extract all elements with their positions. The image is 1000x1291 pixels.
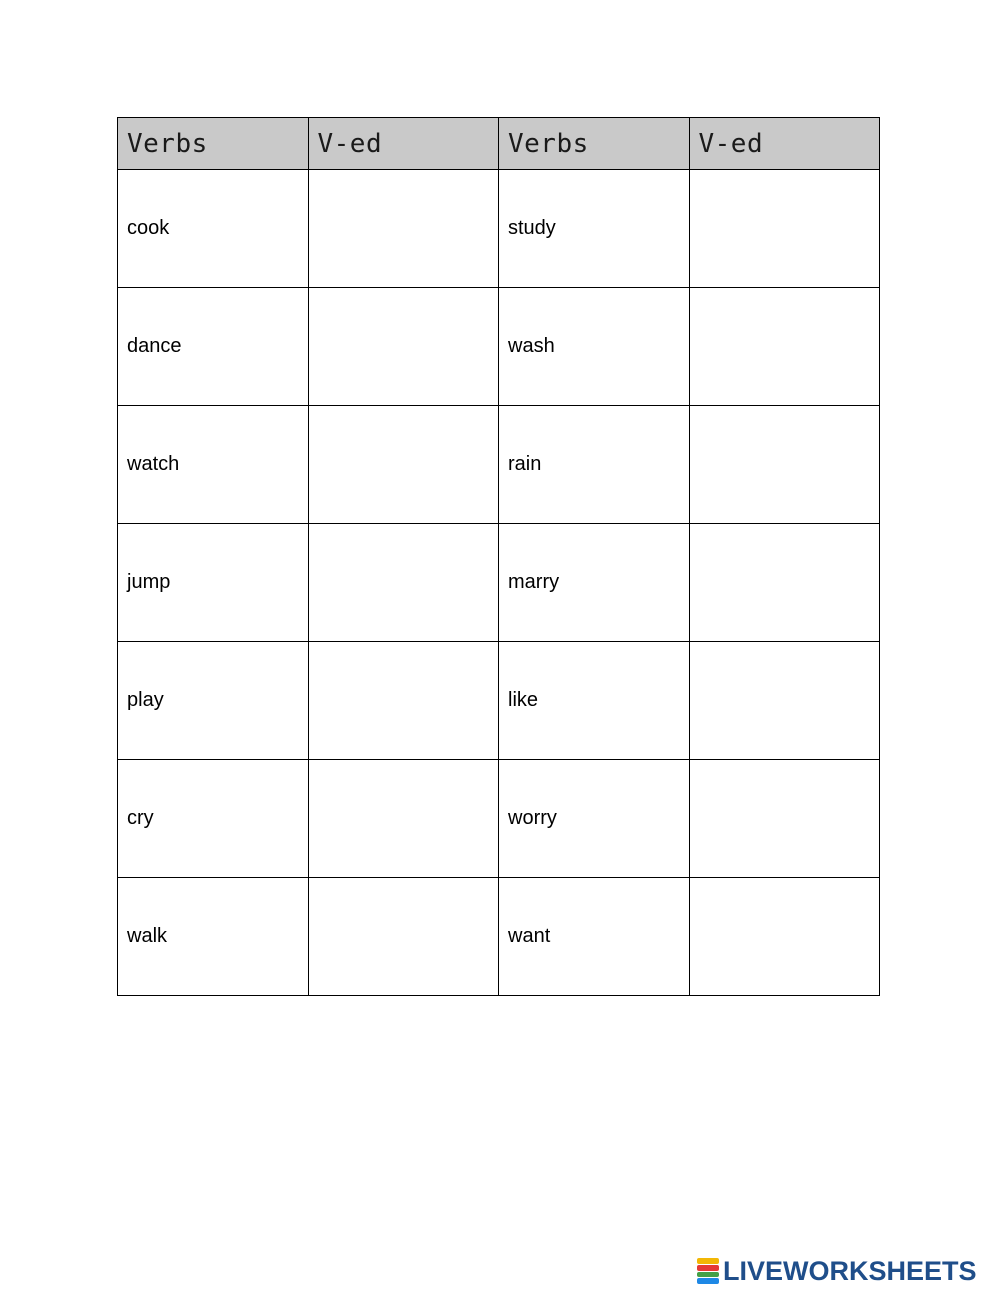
liveworksheets-brand [697,1256,977,1286]
header-verbs-1: Verbs [118,118,309,170]
verb-cell: dance [118,288,309,406]
verb-cell: play [118,642,309,760]
answer-cell[interactable] [308,288,499,406]
verb-cell: cook [118,170,309,288]
table-row [118,406,880,524]
answer-cell[interactable] [308,760,499,878]
verb-cell: rain [499,406,690,524]
answer-cell[interactable] [308,170,499,288]
answer-cell[interactable] [308,524,499,642]
table-row [118,288,880,406]
verb-cell: wash [499,288,690,406]
header-ved-2: V-ed [689,118,880,170]
header-ved-1: V-ed [308,118,499,170]
verb-cell: study [499,170,690,288]
answer-cell[interactable] [689,406,880,524]
table-row [118,642,880,760]
table-row [118,760,880,878]
verb-cell: walk [118,878,309,996]
answer-cell[interactable] [689,878,880,996]
table-row [118,878,880,996]
table-row [118,524,880,642]
verb-cell: jump [118,524,309,642]
verb-cell: like [499,642,690,760]
verb-cell: watch [118,406,309,524]
answer-cell[interactable] [689,760,880,878]
header-verbs-2: Verbs [499,118,690,170]
table-header-row [118,118,880,170]
verb-cell: want [499,878,690,996]
liveworksheets-logo-icon [697,1258,719,1284]
answer-cell[interactable] [689,170,880,288]
answer-cell[interactable] [689,288,880,406]
answer-cell[interactable] [308,406,499,524]
verbs-table [117,117,880,996]
table-row [118,170,880,288]
answer-cell[interactable] [308,878,499,996]
verb-cell: cry [118,760,309,878]
brand-name: LIVEWORKSHEETS [723,1256,977,1286]
verb-cell: marry [499,524,690,642]
answer-cell[interactable] [689,524,880,642]
answer-cell[interactable] [689,642,880,760]
verb-cell: worry [499,760,690,878]
answer-cell[interactable] [308,642,499,760]
